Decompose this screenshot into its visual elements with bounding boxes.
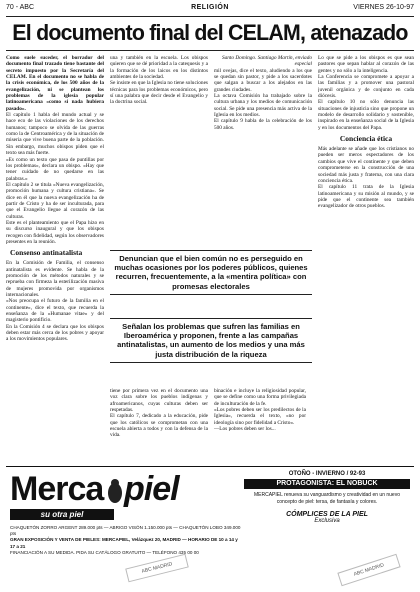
archive-stamp: ABC MADRID xyxy=(337,554,400,586)
paragraph: Más adelante se añade que los cristianos no pueden ser meros espectadores de los cambios que vive el continente y que deben comprometerse en la construcción de una sociedad más justa y fraterna, con una clara conciencia ética. xyxy=(318,146,414,184)
paragraph: «Nos preocupa el futuro de la familia en el continente», dice el texto, que recuerda la enseñanza de la «Humanae vitae» y del magisterio pontificio. xyxy=(6,298,104,324)
paragraph: En la Comisión 4 se declara que los obispos deben estar más cerca de los pobres y apoyar a los movimientos populares. xyxy=(6,323,104,343)
paragraph: El capítulo 1 habla del mundo actual y se hace eco de las violaciones de los derechos humanos; tampoco se olvida de las guerras como la de Centroamérica y de la situación de miseria que vive buena parte de la población. Sin embargo, muchos obispos piden que el texto sea más fuerte. xyxy=(6,112,104,157)
pullquote-2: Señalan los problemas que sufren las familias en Iberoamérica y proponen, frente a las campañas antinatalistas, un aumento de los medios y una más justa distribución de la riqueza xyxy=(110,318,312,363)
ad-slogan: su otra piel xyxy=(10,509,114,520)
ad-otono-body: MERCAPIEL renueva su vanguardismo y creatividad en un nuevo concepto de piel: tersa, de fantasía y colores. xyxy=(253,492,400,505)
paragraph: La octava Comisión ha trabajado sobre la cultura urbana y los medios de comunicación social. Se pide una presencia más activa de la Iglesia en los medios. xyxy=(214,93,312,119)
archive-stamp: ABC MADRID xyxy=(125,554,189,583)
page-header xyxy=(6,4,414,16)
section-label: RELIGIÓN xyxy=(191,4,229,11)
page-date: VIERNES 26-10-97 xyxy=(353,4,414,11)
byline: Santo Domingo. Santiago Martín, enviado especial xyxy=(221,55,312,68)
ad-exclusiva: Exclusiva xyxy=(314,518,340,524)
ad-season: OTOÑO - INVIERNO / 92-93 xyxy=(288,471,366,477)
paragraph: mil ovejas, dice el texto, aludiendo a los que se quedan sin pastor, y pide a los sacerdotes que salgan a buscar a los alejados en las grandes ciudades. xyxy=(214,67,312,93)
page-number: 70 - ABC xyxy=(6,4,35,11)
ad-otono-panel xyxy=(244,471,410,524)
paragraph: En la Comisión de Familia, el consenso antinatalista es evidente. Se habla de la promoción de los métodos naturales y se reprueba con firmeza la esterilización masiva de mujeres promovida por organismos internacionales. xyxy=(6,260,104,299)
paragraph: El capítulo 9 habla de la celebración de los 500 años. xyxy=(214,118,312,131)
ad-protagonista: PROTAGONISTA: EL NOBUCK xyxy=(244,479,410,489)
paragraph: Se insiste en que la Iglesia no tiene soluciones técnicas para los problemas económicos, pero sí una palabra que decir desde el Evangelio y la doctrina social. xyxy=(110,80,208,106)
paragraph: «Es como un texto que pasa de puntillas por los problemas», declara un obispo. «Hay que tener cuidado de no quedarse en las palabras.» xyxy=(6,156,104,182)
advertisement xyxy=(6,466,414,589)
paragraph: El capítulo 2 se titula «Nueva evangelización, promoción humana y cultura cristiana». Se dice en él que la nueva evangelización ha de partir de Cristo y ha de ser inculturada, para que el Evangelio llegue al corazón de las culturas. xyxy=(6,181,104,220)
ad-line: GRAN EXPOSICIÓN Y VENTA DE PIELES: MERCAPIEL, Velázquez 20, MADRID — HORARIO DE 10 a 14 y 17 a 21 xyxy=(10,537,238,549)
paragraph: tiene por primera vez en el documento una voz clara sobre los pueblos indígenas y afroamericanos, cuyas culturas deben ser respetadas. xyxy=(110,388,208,414)
article-column-2-top xyxy=(110,55,208,245)
header-rule xyxy=(6,16,414,17)
article-column-4 xyxy=(318,55,414,462)
paragraph: Este es el planteamiento que el Papa hizo en su discurso inaugural y que los obispos recogen con fidelidad, según los observadores presentes en la reunión. xyxy=(6,219,104,245)
paragraph: El capítulo 10 no sólo denuncia las situaciones de injusticia sino que propone un modelo de desarrollo solidario y sostenible, inspirado en la enseñanza social de la Iglesia y en los documentos del Papa. xyxy=(318,99,414,131)
fur-animal-icon xyxy=(104,477,126,505)
ad-merca-title: Merca xyxy=(10,470,104,508)
ad-piel-word: piel xyxy=(124,470,179,508)
ad-merca-details xyxy=(10,525,242,556)
ad-line: CHAQUETÓN ZORRO ARGENT 289.000 pts — ABRIGO VISÓN 1.150.000 pts — CHAQUETÓN LOBO 349.000 pts xyxy=(10,525,241,537)
headline: El documento final del CELAM, atenazado xyxy=(12,20,408,45)
paragraph: Como suele suceder, el borrador del documento final trazado tiene bastante del secreto impuesto por la Secretaría del CELAM. En el documento no se habla de la crisis económica, de los 500 años de la evangelización, ni se plantean los problemas de la iglesia popular latinoamericana «como si nada hubiera pasado». xyxy=(6,55,104,112)
pullquote-1: Denuncian que el bien común no es perseguido en muchas ocasiones por los poderes públicos, quienes recurren, frecuentemente, a la «mentira política» con promesas electorales xyxy=(110,250,312,295)
paragraph: Lo que se pide a los obispos es que sean pastores que sepan hablar al corazón de las gentes y no sólo a la inteligencia. xyxy=(318,55,414,74)
paragraph: La Conferencia se compromete a apoyar a las familias y a promover una pastoral juvenil orgánica y de conjunto en cada diócesis. xyxy=(318,74,414,100)
paragraph: El capítulo 11 trata de la Iglesia latinoamericana y su misión al mundo, y se pide que el continente sea también evangelizador de otros pueblos. xyxy=(318,184,414,210)
paragraph: —Los pobres deben ser los... xyxy=(214,426,276,433)
subhead: Conciencia ética xyxy=(339,134,393,144)
paragraph: «Los pobres deben ser los predilectos de la Iglesia», recuerda el texto, «no por ideología sino por fidelidad a Cristo». xyxy=(214,407,306,426)
paragraph: binación e incluye la religiosidad popular, que se define como una forma privilegiada de inculturación de la fe. xyxy=(214,388,306,407)
article-column-3-bottom xyxy=(214,388,306,464)
article-column-3-top xyxy=(214,55,312,245)
article-column-2-bottom xyxy=(110,388,208,464)
ad-complices: CÓMPLICES DE LA PIEL xyxy=(286,511,368,518)
paragraph: una y también en la escuela. Los obispos quieren que se dé prioridad a la catequesis y a la formación de los laicos en los distintos ambientes de la sociedad. xyxy=(110,55,208,81)
headline-rule xyxy=(6,50,414,51)
subhead: Consenso antinatalista xyxy=(10,248,83,258)
ad-line: FINANCIACIÓN A SU MEDIDA. PIDA SU CATÁLOGO GRATUITO — TELÉFONO 435 00 00 xyxy=(10,549,199,555)
paragraph: El capítulo 7, dedicado a la educación, pide que los católicos se comprometan con una escuela abierta a todos y con la defensa de la vida. xyxy=(110,413,208,439)
article-column-1 xyxy=(6,55,104,462)
